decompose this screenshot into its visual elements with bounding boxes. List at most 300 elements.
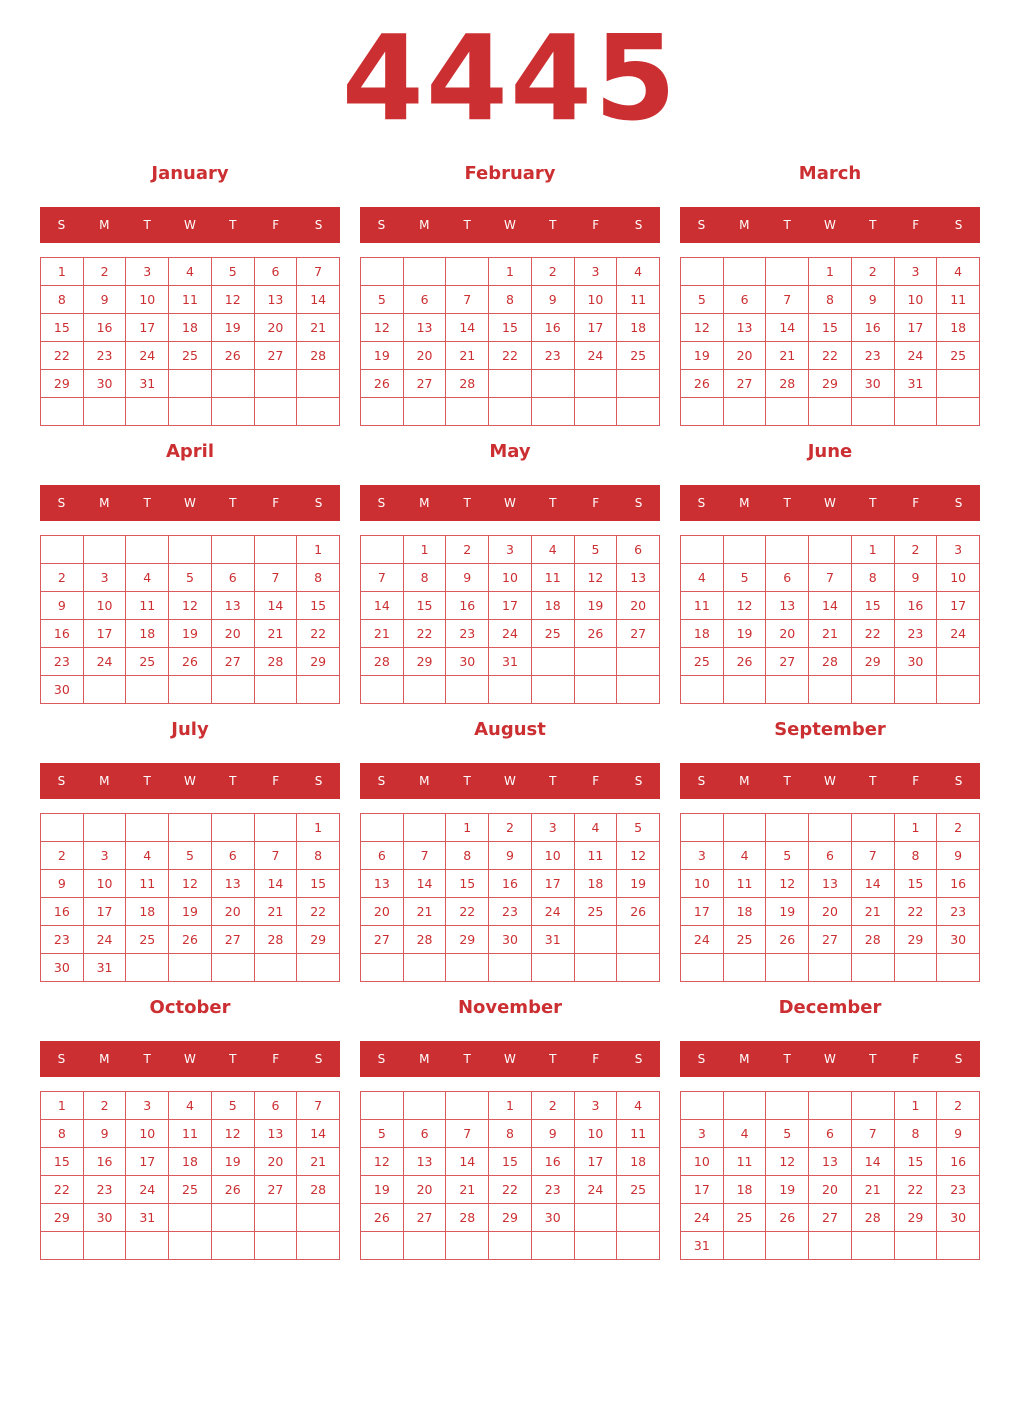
day-cell: 16: [446, 592, 489, 620]
day-cell: 18: [724, 1176, 767, 1204]
day-cell: 10: [84, 870, 127, 898]
day-cell: 12: [724, 592, 767, 620]
day-cell: 6: [361, 842, 404, 870]
empty-day-cell: [766, 1092, 809, 1120]
day-cell: 31: [126, 370, 169, 398]
day-cell: 16: [937, 870, 980, 898]
weekday-label: T: [869, 496, 877, 510]
day-cell: 12: [575, 564, 618, 592]
empty-day-cell: [766, 1232, 809, 1260]
day-cell: 2: [489, 814, 532, 842]
day-cell: 5: [766, 842, 809, 870]
empty-day-cell: [255, 814, 298, 842]
day-cell: 8: [297, 564, 340, 592]
day-cell: 5: [724, 564, 767, 592]
weekday-label: F: [592, 1052, 600, 1066]
empty-day-cell: [852, 814, 895, 842]
empty-day-cell: [446, 676, 489, 704]
weekday-header: [40, 207, 340, 243]
day-cell: 20: [404, 1176, 447, 1204]
day-cell: 9: [84, 286, 127, 314]
day-cell: 4: [126, 564, 169, 592]
day-cell: 18: [169, 314, 212, 342]
empty-day-cell: [937, 676, 980, 704]
empty-day-cell: [766, 676, 809, 704]
empty-day-cell: [681, 1092, 724, 1120]
weekday-label: S: [634, 774, 643, 788]
day-cell: 4: [169, 1092, 212, 1120]
day-cell: 30: [446, 648, 489, 676]
day-cell: 22: [297, 620, 340, 648]
weekday-label: T: [869, 218, 877, 232]
day-cell: 29: [809, 370, 852, 398]
empty-day-cell: [84, 536, 127, 564]
day-cell: 12: [169, 870, 212, 898]
day-cell: 13: [361, 870, 404, 898]
empty-day-cell: [41, 1232, 84, 1260]
day-cell: 7: [297, 258, 340, 286]
empty-day-cell: [297, 676, 340, 704]
day-cell: 16: [852, 314, 895, 342]
day-cell: 12: [169, 592, 212, 620]
day-cell: 22: [852, 620, 895, 648]
day-cell: 10: [84, 592, 127, 620]
empty-day-cell: [937, 370, 980, 398]
empty-day-cell: [446, 258, 489, 286]
day-cell: 27: [809, 1204, 852, 1232]
day-cell: 1: [852, 536, 895, 564]
day-cell: 24: [681, 1204, 724, 1232]
day-cell: 31: [532, 926, 575, 954]
empty-day-cell: [446, 1232, 489, 1260]
empty-day-cell: [404, 1232, 447, 1260]
empty-day-cell: [532, 676, 575, 704]
month-name: August: [474, 719, 546, 740]
day-cell: 17: [575, 1148, 618, 1176]
month-name: July: [171, 719, 209, 740]
month-january: [40, 158, 340, 436]
weekday-label: M: [739, 496, 750, 510]
weekday-label: S: [57, 218, 66, 232]
day-cell: 12: [617, 842, 660, 870]
day-grid: [680, 813, 980, 982]
day-cell: 9: [41, 870, 84, 898]
day-cell: 13: [617, 564, 660, 592]
day-cell: 8: [895, 842, 938, 870]
empty-day-cell: [852, 676, 895, 704]
day-cell: 8: [489, 286, 532, 314]
empty-day-cell: [532, 370, 575, 398]
empty-day-cell: [724, 1092, 767, 1120]
day-cell: 10: [575, 1120, 618, 1148]
empty-day-cell: [361, 1092, 404, 1120]
day-cell: 29: [895, 926, 938, 954]
weekday-label: S: [57, 496, 66, 510]
month-november: [360, 992, 660, 1270]
weekday-label: M: [419, 496, 430, 510]
day-cell: 28: [297, 342, 340, 370]
day-cell: 4: [532, 536, 575, 564]
day-cell: 28: [297, 1176, 340, 1204]
day-cell: 20: [255, 1148, 298, 1176]
day-cell: 9: [446, 564, 489, 592]
empty-day-cell: [255, 536, 298, 564]
empty-day-cell: [532, 648, 575, 676]
day-cell: 20: [809, 1176, 852, 1204]
day-cell: 1: [489, 1092, 532, 1120]
weekday-label: M: [739, 1052, 750, 1066]
weekday-label: M: [739, 218, 750, 232]
day-grid: [40, 257, 340, 426]
day-cell: 28: [404, 926, 447, 954]
day-cell: 11: [617, 286, 660, 314]
day-cell: 15: [297, 592, 340, 620]
empty-day-cell: [575, 648, 618, 676]
day-cell: 21: [297, 1148, 340, 1176]
day-cell: 7: [404, 842, 447, 870]
day-cell: 16: [937, 1148, 980, 1176]
day-cell: 25: [617, 1176, 660, 1204]
day-cell: 26: [361, 1204, 404, 1232]
weekday-label: T: [229, 496, 237, 510]
empty-day-cell: [895, 676, 938, 704]
day-cell: 30: [852, 370, 895, 398]
day-cell: 1: [446, 814, 489, 842]
empty-day-cell: [446, 398, 489, 426]
weekday-label: S: [697, 774, 706, 788]
day-cell: 7: [361, 564, 404, 592]
day-cell: 15: [809, 314, 852, 342]
day-cell: 18: [617, 1148, 660, 1176]
day-cell: 6: [404, 1120, 447, 1148]
day-cell: 17: [84, 898, 127, 926]
day-cell: 17: [937, 592, 980, 620]
weekday-label: T: [549, 218, 557, 232]
day-cell: 26: [169, 648, 212, 676]
empty-day-cell: [724, 1232, 767, 1260]
day-cell: 25: [617, 342, 660, 370]
weekday-label: M: [99, 218, 110, 232]
day-cell: 19: [575, 592, 618, 620]
month-name: May: [489, 441, 531, 462]
weekday-label: T: [463, 774, 471, 788]
day-cell: 26: [212, 342, 255, 370]
day-cell: 24: [489, 620, 532, 648]
empty-day-cell: [937, 1232, 980, 1260]
day-cell: 13: [255, 1120, 298, 1148]
day-cell: 22: [446, 898, 489, 926]
day-cell: 15: [489, 1148, 532, 1176]
weekday-label: S: [314, 218, 323, 232]
day-cell: 28: [809, 648, 852, 676]
day-cell: 6: [766, 564, 809, 592]
day-cell: 16: [489, 870, 532, 898]
day-cell: 1: [489, 258, 532, 286]
weekday-label: T: [229, 774, 237, 788]
day-cell: 9: [84, 1120, 127, 1148]
day-cell: 26: [766, 926, 809, 954]
day-cell: 23: [84, 342, 127, 370]
empty-day-cell: [852, 1232, 895, 1260]
month-september: [680, 714, 980, 992]
day-cell: 5: [361, 1120, 404, 1148]
day-cell: 13: [724, 314, 767, 342]
day-cell: 16: [532, 314, 575, 342]
day-cell: 31: [895, 370, 938, 398]
empty-day-cell: [809, 536, 852, 564]
day-cell: 8: [809, 286, 852, 314]
day-cell: 9: [852, 286, 895, 314]
day-cell: 1: [297, 536, 340, 564]
weekday-label: F: [912, 496, 920, 510]
day-cell: 31: [681, 1232, 724, 1260]
empty-day-cell: [681, 398, 724, 426]
day-cell: 17: [126, 1148, 169, 1176]
day-cell: 19: [724, 620, 767, 648]
day-cell: 8: [852, 564, 895, 592]
day-cell: 3: [937, 536, 980, 564]
day-cell: 26: [575, 620, 618, 648]
day-cell: 8: [404, 564, 447, 592]
day-cell: 16: [895, 592, 938, 620]
day-cell: 30: [41, 954, 84, 982]
weekday-label: M: [99, 774, 110, 788]
empty-day-cell: [724, 258, 767, 286]
day-cell: 14: [766, 314, 809, 342]
month-december: [680, 992, 980, 1270]
month-march: [680, 158, 980, 436]
weekday-label: T: [783, 218, 791, 232]
empty-day-cell: [84, 1232, 127, 1260]
day-cell: 11: [169, 1120, 212, 1148]
empty-day-cell: [852, 398, 895, 426]
weekday-label: T: [869, 1052, 877, 1066]
day-cell: 13: [212, 870, 255, 898]
day-cell: 17: [575, 314, 618, 342]
day-cell: 14: [852, 870, 895, 898]
day-cell: 2: [84, 258, 127, 286]
day-cell: 30: [489, 926, 532, 954]
weekday-label: S: [377, 1052, 386, 1066]
day-cell: 7: [809, 564, 852, 592]
month-name: February: [464, 163, 556, 184]
weekday-label: S: [634, 218, 643, 232]
day-cell: 4: [575, 814, 618, 842]
day-cell: 24: [681, 926, 724, 954]
empty-day-cell: [489, 398, 532, 426]
day-cell: 26: [766, 1204, 809, 1232]
weekday-label: T: [143, 1052, 151, 1066]
day-cell: 25: [724, 926, 767, 954]
day-cell: 18: [126, 620, 169, 648]
day-grid: [680, 1091, 980, 1260]
day-grid: [40, 535, 340, 704]
weekday-label: S: [954, 496, 963, 510]
empty-day-cell: [404, 258, 447, 286]
day-cell: 25: [126, 648, 169, 676]
day-cell: 18: [169, 1148, 212, 1176]
weekday-label: W: [184, 218, 196, 232]
empty-day-cell: [766, 258, 809, 286]
day-cell: 22: [489, 1176, 532, 1204]
day-cell: 11: [724, 1148, 767, 1176]
weekday-label: S: [314, 1052, 323, 1066]
weekday-label: T: [463, 218, 471, 232]
weekday-label: T: [869, 774, 877, 788]
weekday-label: F: [912, 218, 920, 232]
empty-day-cell: [297, 1204, 340, 1232]
day-cell: 28: [361, 648, 404, 676]
empty-day-cell: [169, 398, 212, 426]
weekday-header: [360, 1041, 660, 1077]
day-cell: 15: [852, 592, 895, 620]
empty-day-cell: [724, 954, 767, 982]
weekday-label: W: [504, 496, 516, 510]
day-cell: 11: [126, 870, 169, 898]
empty-day-cell: [895, 1232, 938, 1260]
day-cell: 19: [766, 898, 809, 926]
day-cell: 15: [895, 870, 938, 898]
day-cell: 28: [446, 1204, 489, 1232]
day-cell: 12: [766, 1148, 809, 1176]
day-cell: 27: [212, 648, 255, 676]
day-cell: 20: [809, 898, 852, 926]
empty-day-cell: [681, 814, 724, 842]
empty-day-cell: [809, 398, 852, 426]
empty-day-cell: [895, 954, 938, 982]
empty-day-cell: [617, 676, 660, 704]
day-cell: 23: [41, 926, 84, 954]
empty-day-cell: [404, 814, 447, 842]
day-cell: 13: [255, 286, 298, 314]
day-cell: 16: [84, 314, 127, 342]
day-cell: 7: [766, 286, 809, 314]
day-cell: 29: [489, 1204, 532, 1232]
day-cell: 10: [681, 1148, 724, 1176]
day-cell: 1: [297, 814, 340, 842]
day-cell: 23: [532, 342, 575, 370]
weekday-label: M: [99, 1052, 110, 1066]
day-cell: 3: [895, 258, 938, 286]
day-cell: 5: [766, 1120, 809, 1148]
day-cell: 14: [297, 1120, 340, 1148]
empty-day-cell: [255, 954, 298, 982]
empty-day-cell: [766, 398, 809, 426]
weekday-label: F: [592, 496, 600, 510]
empty-day-cell: [617, 926, 660, 954]
month-name: September: [774, 719, 886, 740]
day-cell: 1: [895, 1092, 938, 1120]
day-cell: 18: [681, 620, 724, 648]
empty-day-cell: [489, 370, 532, 398]
empty-day-cell: [532, 1232, 575, 1260]
day-cell: 23: [41, 648, 84, 676]
day-cell: 3: [532, 814, 575, 842]
empty-day-cell: [724, 676, 767, 704]
day-cell: 27: [404, 1204, 447, 1232]
empty-day-cell: [84, 398, 127, 426]
empty-day-cell: [169, 814, 212, 842]
day-cell: 10: [489, 564, 532, 592]
weekday-label: F: [912, 774, 920, 788]
weekday-label: S: [954, 218, 963, 232]
weekday-header: [40, 763, 340, 799]
day-cell: 21: [255, 620, 298, 648]
day-cell: 9: [41, 592, 84, 620]
weekday-label: S: [697, 496, 706, 510]
day-cell: 6: [809, 842, 852, 870]
day-cell: 27: [724, 370, 767, 398]
weekday-label: W: [184, 774, 196, 788]
empty-day-cell: [617, 1204, 660, 1232]
day-cell: 20: [212, 620, 255, 648]
month-name: November: [457, 997, 563, 1018]
weekday-label: S: [377, 496, 386, 510]
month-july: [40, 714, 340, 992]
day-grid: [40, 813, 340, 982]
weekday-label: T: [549, 1052, 557, 1066]
day-cell: 2: [937, 814, 980, 842]
weekday-label: W: [824, 218, 836, 232]
day-cell: 2: [41, 842, 84, 870]
weekday-label: S: [314, 496, 323, 510]
day-cell: 30: [937, 1204, 980, 1232]
day-cell: 19: [212, 1148, 255, 1176]
empty-day-cell: [617, 648, 660, 676]
empty-day-cell: [575, 398, 618, 426]
day-cell: 17: [532, 870, 575, 898]
day-cell: 10: [126, 286, 169, 314]
empty-day-cell: [617, 1232, 660, 1260]
day-cell: 29: [404, 648, 447, 676]
day-cell: 23: [895, 620, 938, 648]
empty-day-cell: [84, 814, 127, 842]
day-cell: 16: [41, 620, 84, 648]
day-cell: 9: [937, 842, 980, 870]
month-february: [360, 158, 660, 436]
day-cell: 23: [852, 342, 895, 370]
day-cell: 14: [446, 314, 489, 342]
empty-day-cell: [489, 1232, 532, 1260]
empty-day-cell: [809, 1232, 852, 1260]
empty-day-cell: [212, 1204, 255, 1232]
day-grid: [360, 813, 660, 982]
empty-day-cell: [169, 1204, 212, 1232]
day-cell: 11: [169, 286, 212, 314]
day-cell: 12: [361, 314, 404, 342]
day-cell: 12: [766, 870, 809, 898]
month-name: March: [798, 163, 862, 184]
weekday-label: M: [419, 774, 430, 788]
weekday-label: S: [377, 218, 386, 232]
day-cell: 19: [681, 342, 724, 370]
day-cell: 6: [809, 1120, 852, 1148]
day-cell: 12: [212, 1120, 255, 1148]
day-cell: 23: [84, 1176, 127, 1204]
day-cell: 15: [41, 314, 84, 342]
day-cell: 9: [489, 842, 532, 870]
day-cell: 23: [446, 620, 489, 648]
empty-day-cell: [41, 814, 84, 842]
day-cell: 25: [681, 648, 724, 676]
day-cell: 29: [297, 648, 340, 676]
day-cell: 25: [575, 898, 618, 926]
weekday-label: T: [549, 774, 557, 788]
weekday-label: F: [592, 218, 600, 232]
day-cell: 24: [937, 620, 980, 648]
day-cell: 21: [255, 898, 298, 926]
month-name: December: [778, 997, 882, 1018]
